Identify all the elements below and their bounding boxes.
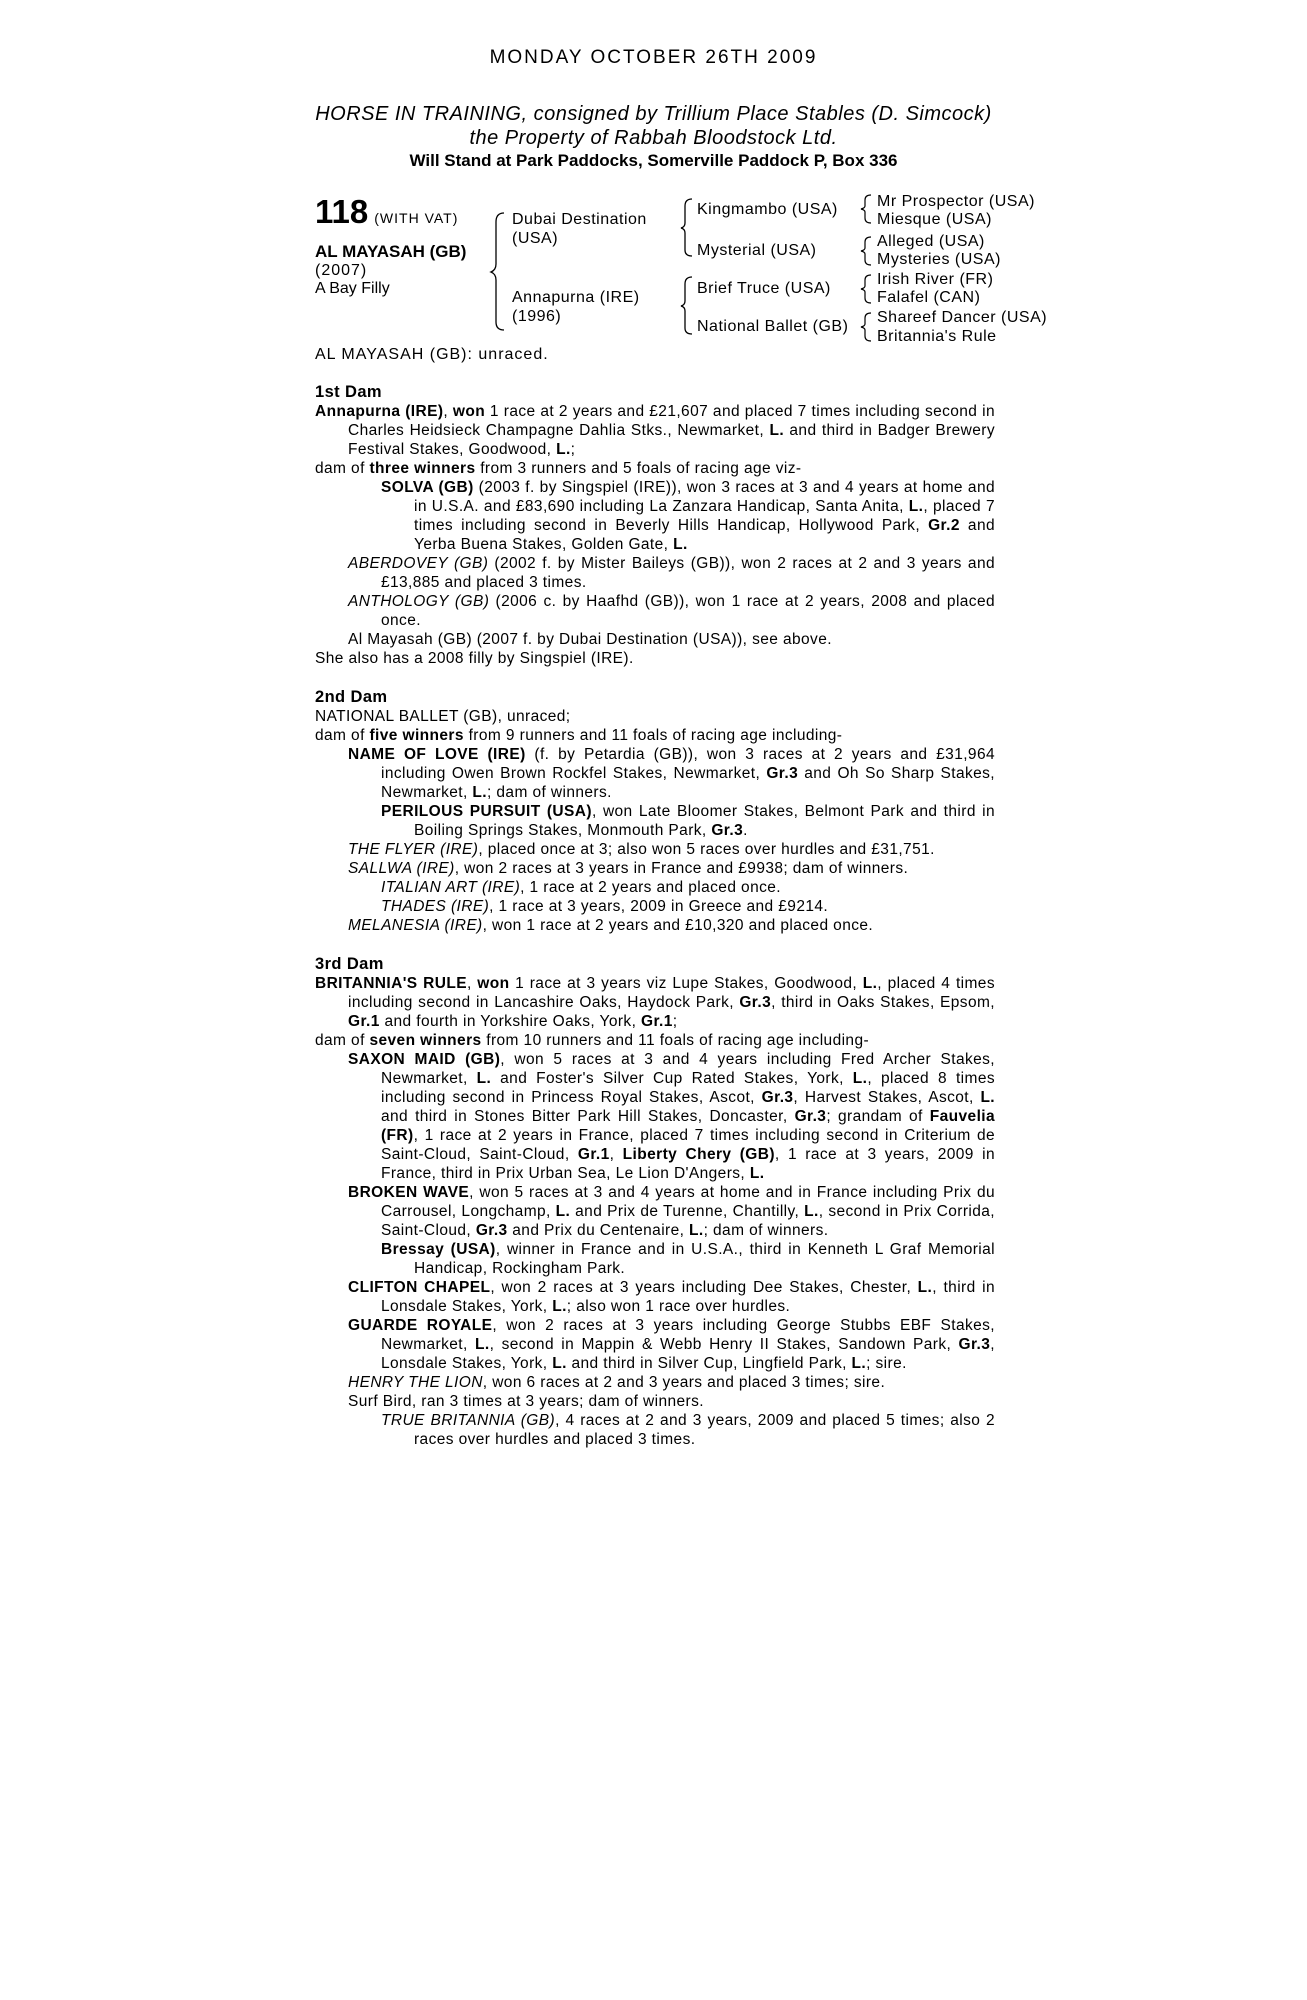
- race-record-note: AL MAYASAH (GB): unraced.: [315, 346, 549, 363]
- pedigree-dam-sire: Brief Truce (USA): [697, 280, 831, 297]
- third-dam-section: [315, 955, 995, 1449]
- produce-bressay: Bressay (USA), winner in France and in U.S.A., third in Kenneth L Graf Memorial Handicap, Rockingham Park.: [381, 1241, 995, 1277]
- pedigree-dam-year: (1996): [512, 308, 562, 325]
- produce-the-flyer: THE FLYER (IRE), placed once at 3; also won 5 races over hurdles and £31,751.: [348, 841, 935, 858]
- pedigree-sds: Alleged (USA): [877, 233, 985, 250]
- second-dam-heading: 2nd Dam: [315, 688, 388, 706]
- third-dam-record: BRITANNIA'S RULE, won 1 race at 3 years viz Lupe Stakes, Goodwood, L., placed 4 times including second in Lancashire Oaks, Haydock Park, Gr.3, third in Oaks Stakes, Epsom, Gr.1 and fourth in Yorkshire Oaks, York, Gr.1;: [315, 975, 995, 1030]
- produce-anthology: ANTHOLOGY (GB) (2006 c. by Haafhd (GB)), won 1 race at 2 years, 2008 and placed once.: [348, 593, 995, 629]
- pedigree-dam: Annapurna (IRE): [512, 289, 640, 306]
- pedigree-bracket-ds: [860, 274, 874, 304]
- produce-name-of-love: NAME OF LOVE (IRE) (f. by Petardia (GB)), won 3 races at 2 years and £31,964 including Owen Brown Rockfel Stakes, Newmarket, Gr.3 and Oh So Sharp Stakes, Newmarket, L.; dam of winners.: [348, 746, 995, 801]
- produce-henry-the-lion: HENRY THE LION, won 6 races at 2 and 3 years and placed 3 times; sire.: [348, 1374, 886, 1391]
- pedigree-dam-dam: National Ballet (GB): [697, 318, 849, 335]
- pedigree-sire-dam: Mysterial (USA): [697, 242, 817, 259]
- produce-melanesia: MELANESIA (IRE), won 1 race at 2 years and £10,320 and placed once.: [348, 917, 874, 934]
- vat-label: (WITH VAT): [374, 210, 459, 226]
- first-dam-record: Annapurna (IRE), won 1 race at 2 years and £21,607 and placed 7 times including second in Charles Heidsieck Champagne Dahlia Stks., Newmarket, L. and third in Badger Brewery Festival Stakes, Goodwood, L.;: [315, 403, 996, 458]
- pedigree-sire-country: (USA): [512, 230, 559, 247]
- produce-perilous-pursuit: PERILOUS PURSUIT (USA), won Late Bloomer Stakes, Belmont Park and third in Boiling Springs Stakes, Monmouth Park, Gr.3.: [381, 803, 996, 839]
- pedigree-bracket-dam: [680, 276, 696, 336]
- first-dam-heading: 1st Dam: [315, 383, 382, 401]
- pedigree-sdd: Mysteries (USA): [877, 251, 1001, 268]
- first-dam-produce-summary: dam of three winners from 3 runners and 5 foals of racing age viz-: [315, 460, 802, 477]
- consignor-line: HORSE IN TRAINING, consigned by Trillium Place Stables (D. Simcock): [315, 103, 992, 125]
- horse-description: A Bay Filly: [315, 280, 390, 297]
- produce-saxon-maid: SAXON MAID (GB), won 5 races at 3 and 4 years including Fred Archer Stakes, Newmarket, L. and Foster's Silver Cup Rated Stakes, York, L., placed 8 times including second in Princess Royal Stakes, Ascot, Gr.3, Harvest Stakes, Ascot, L. and third in Stones Bitter Park Hill Stakes, Doncaster, Gr.3; grandam of Fauvelia (FR), 1 race at 2 years in France, placed 7 times including second in Criterium de Saint-Cloud, Saint-Cloud, Gr.1, Liberty Chery (GB), 1 race at 3 years, 2009 in France, third in Prix Urban Sea, Le Lion D'Angers, L.: [348, 1051, 996, 1182]
- pedigree-sire: Dubai Destination: [512, 211, 647, 228]
- produce-aberdovey: ABERDOVEY (GB) (2002 f. by Mister Baileys (GB)), won 2 races at 2 and 3 years and £13,885 and placed 3 times.: [348, 555, 995, 591]
- produce-al-mayasah: Al Mayasah (GB) (2007 f. by Dubai Destination (USA)), see above.: [348, 631, 832, 648]
- pedigree-ddd: Britannia's Rule: [877, 328, 997, 345]
- lot-heading: [315, 193, 458, 231]
- property-line: the Property of Rabbah Bloodstock Ltd.: [469, 127, 838, 149]
- produce-solva: SOLVA (GB) (2003 f. by Singspiel (IRE)), won 3 races at 3 and 4 years at home and in U.S.A. and £83,690 including La Zanzara Handicap, Santa Anita, L., placed 7 times including second in Beverly Hills Handicap, Hollywood Park, Gr.2 and Yerba Buena Stakes, Golden Gate, L.: [381, 479, 995, 553]
- produce-clifton-chapel: CLIFTON CHAPEL, won 2 races at 3 years including Dee Stakes, Chester, L., third in Lonsdale Stakes, York, L.; also won 1 race over hurdles.: [348, 1279, 995, 1315]
- pedigree-bracket-sd: [860, 236, 874, 266]
- stable-location: Will Stand at Park Paddocks, Somerville Paddock P, Box 336: [409, 151, 898, 170]
- lot-number: 118: [315, 193, 369, 230]
- pedigree-bracket-main: [490, 212, 510, 332]
- second-dam-record: NATIONAL BALLET (GB), unraced;: [315, 708, 571, 725]
- produce-thades: THADES (IRE), 1 race at 3 years, 2009 in Greece and £9214.: [381, 898, 829, 915]
- horse-name: AL MAYASAH (GB): [315, 242, 467, 261]
- first-dam-section: [315, 383, 995, 668]
- produce-broken-wave: BROKEN WAVE, won 5 races at 3 and 4 years at home and in France including Prix du Carrousel, Longchamp, L. and Prix de Turenne, Chantilly, L., second in Prix Corrida, Saint-Cloud, Gr.3 and Prix du Centenaire, L.; dam of winners.: [348, 1184, 995, 1239]
- pedigree-ssd: Miesque (USA): [877, 211, 992, 228]
- pedigree-dsd: Falafel (CAN): [877, 289, 981, 306]
- second-dam-section: [315, 688, 995, 935]
- pedigree-bracket-ss: [860, 194, 874, 224]
- sale-date: MONDAY OCTOBER 26TH 2009: [489, 47, 818, 68]
- produce-2008-filly: She also has a 2008 filly by Singspiel (IRE).: [315, 650, 634, 667]
- pedigree-bracket-sire: [680, 198, 696, 258]
- third-dam-heading: 3rd Dam: [315, 955, 384, 973]
- second-dam-produce-summary: dam of five winners from 9 runners and 11 foals of racing age including-: [315, 727, 843, 744]
- produce-italian-art: ITALIAN ART (IRE), 1 race at 2 years and placed once.: [381, 879, 781, 896]
- third-dam-produce-summary: dam of seven winners from 10 runners and 11 foals of racing age including-: [315, 1032, 870, 1049]
- produce-surf-bird: Surf Bird, ran 3 times at 3 years; dam of winners.: [348, 1393, 704, 1410]
- pedigree-sire-sire: Kingmambo (USA): [697, 201, 838, 218]
- pedigree-sss: Mr Prospector (USA): [877, 193, 1035, 210]
- pedigree-dss: Irish River (FR): [877, 271, 994, 288]
- pedigree-bracket-dd: [860, 312, 874, 342]
- produce-guarde-royale: GUARDE ROYALE, won 2 races at 3 years including George Stubbs EBF Stakes, Newmarket, L., second in Mappin & Webb Henry II Stakes, Sandown Park, Gr.3, Lonsdale Stakes, York, L. and third in Silver Cup, Lingfield Park, L.; sire.: [348, 1317, 996, 1372]
- produce-true-britannia: TRUE BRITANNIA (GB), 4 races at 2 and 3 years, 2009 and placed 5 times; also 2 races over hurdles and placed 3 times.: [381, 1412, 995, 1448]
- foaling-year: (2007): [315, 262, 368, 279]
- produce-sallwa: SALLWA (IRE), won 2 races at 3 years in France and £9938; dam of winners.: [348, 860, 909, 877]
- pedigree-dds: Shareef Dancer (USA): [877, 309, 1048, 326]
